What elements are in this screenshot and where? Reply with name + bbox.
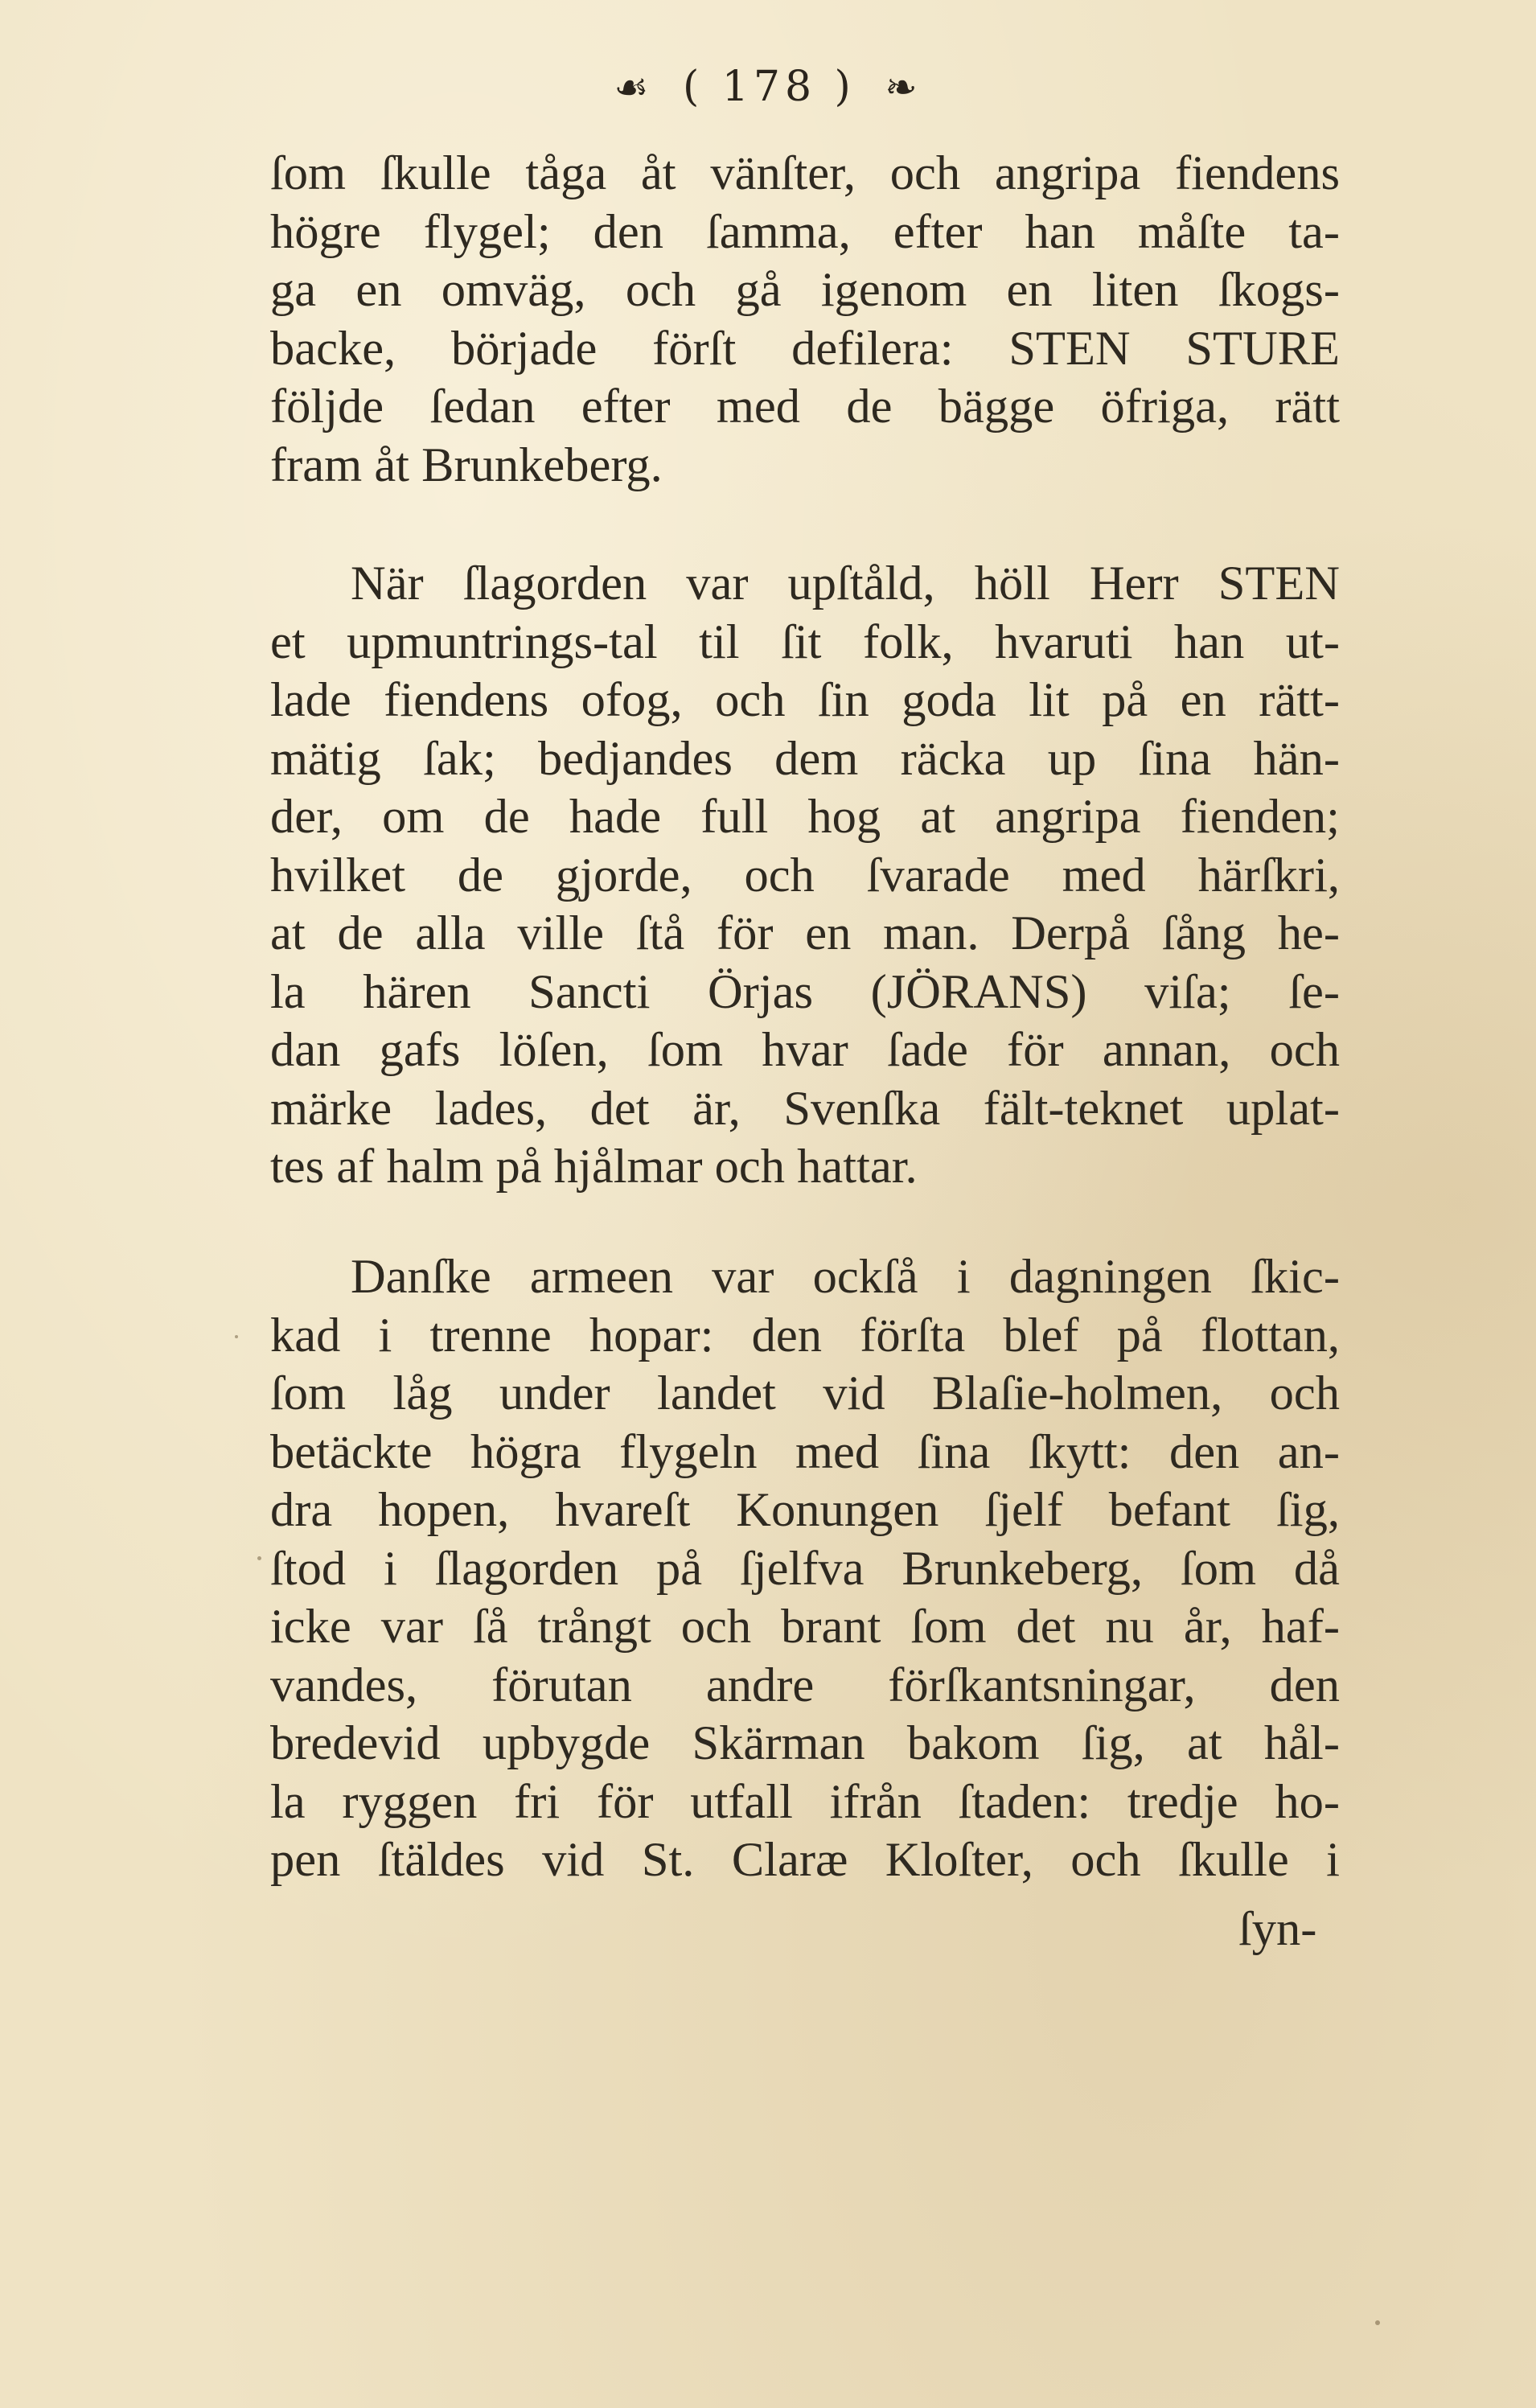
text-line: kad i trenne hopar: den förſta blef på flottan, — [270, 1308, 1340, 1362]
right-fleuron-icon: ❧ — [885, 65, 922, 110]
paper-speck — [1375, 2320, 1380, 2325]
text-line: dra hopen, hvareſt Konungen ſjelf befant ſig, — [270, 1483, 1340, 1537]
paper-speck — [235, 1335, 238, 1338]
catchword: ſyn- — [1238, 1902, 1317, 1956]
left-fleuron-icon: ☙ — [614, 65, 654, 110]
text-line: et upmuntrings-tal til ſit folk, hvaruti han ut- — [270, 614, 1340, 669]
text-line: dan gafs löſen, ſom hvar ſade för annan, och — [270, 1023, 1340, 1077]
paragraph-3 — [270, 1248, 1340, 1890]
text-line: ſom låg under landet vid Blaſie-holmen, och — [270, 1366, 1340, 1420]
text-line: Danſke armeen var ockſå i dagningen ſkic- — [351, 1250, 1340, 1304]
text-line: hvilket de gjorde, och ſvarade med härſkri, — [270, 848, 1340, 902]
text-line: fram åt Brunkeberg. — [270, 438, 663, 492]
text-line: följde ſedan efter med de bägge öfriga, rätt — [270, 380, 1340, 434]
text-line: märke lades, det är, Svenſka fält-teknet uplat- — [270, 1081, 1340, 1136]
text-line: at de alla ville ſtå för en man. Derpå ſång he- — [270, 906, 1340, 960]
text-line: högre flygel; den ſamma, efter han måſte ta- — [270, 204, 1340, 259]
text-line: mätig ſak; bedjandes dem räcka up ſina hän- — [270, 731, 1340, 786]
text-line: ſtod i ſlagorden på ſjelfva Brunkeberg, ſom då — [270, 1541, 1340, 1596]
paper-speck — [257, 1556, 261, 1560]
text-line: der, om de hade full hog at angripa fienden; — [270, 790, 1340, 844]
text-line: vandes, förutan andre förſkantsningar, den — [270, 1658, 1340, 1712]
text-line: pen ſtäldes vid St. Claræ Kloſter, och ſkulle i — [270, 1833, 1340, 1887]
text-line: betäckte högra flygeln med ſina ſkytt: den an- — [270, 1424, 1340, 1479]
paragraph-2 — [270, 555, 1340, 1197]
text-line: la hären Sancti Örjas (JÖRANS) viſa; ſe- — [270, 964, 1340, 1019]
text-line: la ryggen fri för utfall ifrån ſtaden: tredje ho- — [270, 1774, 1340, 1829]
text-line: backe, började förſt defilera: STEN STURE — [270, 321, 1340, 376]
text-line: bredevid upbygde Skärman bakom ſig, at hål- — [270, 1716, 1340, 1770]
text-line: lade fiendens ofog, och ſin goda lit på en rätt- — [270, 673, 1340, 727]
text-line: När ſlagorden var upſtåld, höll Herr STEN — [351, 557, 1340, 610]
text-line: ga en omväg, och gå igenom en liten ſkogs- — [270, 263, 1340, 317]
text-line: icke var ſå trångt och brant ſom det nu år, haf- — [270, 1600, 1340, 1654]
paragraph-1 — [270, 145, 1340, 495]
text-line: tes af halm på hjålmar och hattar. — [270, 1140, 918, 1194]
page-header — [0, 63, 1536, 111]
page-number: ( 178 ) — [682, 63, 856, 111]
text-line: ſom ſkulle tåga åt vänſter, och angripa fiendens — [270, 146, 1340, 200]
